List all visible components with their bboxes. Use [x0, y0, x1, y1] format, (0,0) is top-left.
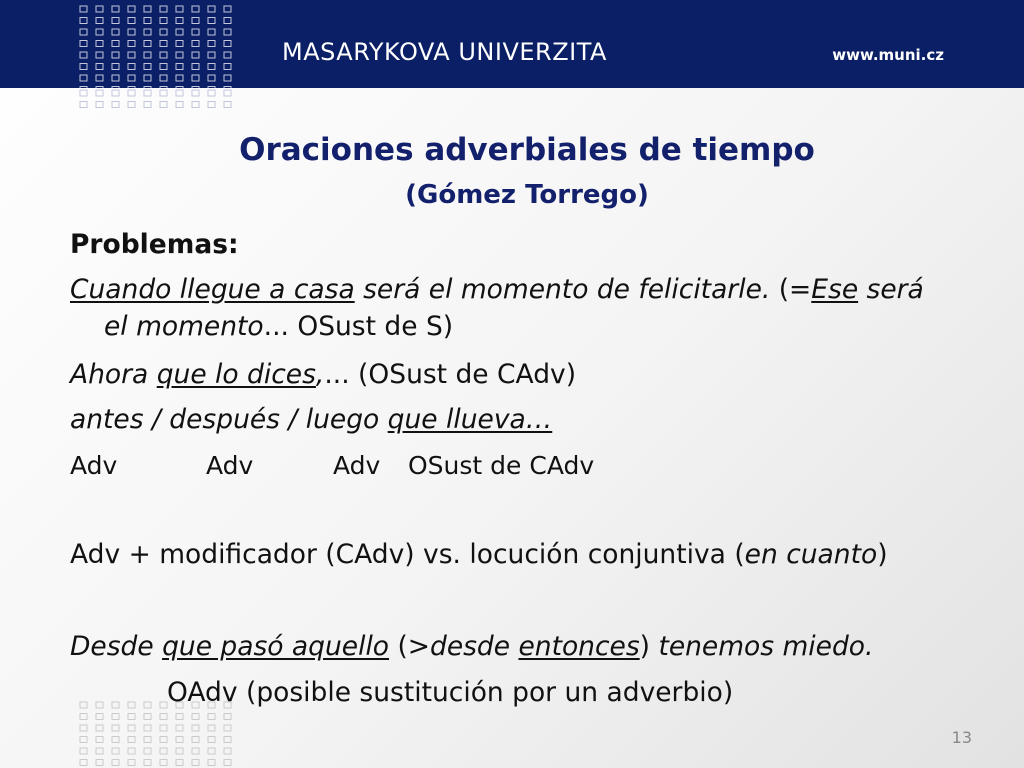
logo-dot: [96, 102, 103, 108]
example-3-adverbs: antes / después / luego: [70, 404, 388, 435]
logo-dot: [176, 737, 183, 743]
logo-dot: [224, 64, 231, 70]
logo-dot: [128, 748, 135, 754]
logo-dot: [112, 714, 119, 720]
logo-dot: [96, 64, 103, 70]
logo-dot: [160, 725, 167, 731]
logo-dot: [224, 725, 231, 731]
university-url: www.muni.cz: [832, 46, 944, 64]
logo-dot: [224, 702, 231, 708]
logo-dot: [128, 737, 135, 743]
example-line-1: [70, 274, 924, 305]
header-bar: [0, 0, 1024, 88]
logo-dot: [192, 18, 199, 24]
logo-dot: [112, 64, 119, 70]
logo-dot: [192, 737, 199, 743]
example-2-analysis: ... (OSust de CAdv): [324, 359, 577, 390]
logo-dot: [224, 41, 231, 47]
logo-dot: [160, 41, 167, 47]
logo-dot: [144, 714, 151, 720]
logo-dot: [192, 6, 199, 12]
slide-title: Oraciones adverbiales de tiempo: [239, 132, 815, 168]
logo-dot: [96, 725, 103, 731]
logo-dot: [192, 714, 199, 720]
adv-analysis-row: [70, 453, 670, 483]
logo-dot: [192, 760, 199, 766]
example-1-clause: Cuando llegue a casa: [70, 274, 355, 305]
dot-grid-top-overflow: [74, 88, 244, 110]
logo-dot: [96, 18, 103, 24]
logo-dot: [192, 64, 199, 70]
logo-dot: [160, 737, 167, 743]
logo-dot: [224, 748, 231, 754]
page-number: 13: [951, 728, 972, 747]
logo-dot: [144, 90, 151, 96]
logo-dot: [160, 760, 167, 766]
logo-dot: [192, 90, 199, 96]
logo-dot: [144, 29, 151, 35]
logo-dot: [80, 29, 87, 35]
logo-dot: [160, 64, 167, 70]
logo-dot: [176, 41, 183, 47]
example-1b-momento: el momento: [104, 311, 264, 342]
example-6-desde: Desde: [70, 631, 163, 662]
example-6-main: tenemos miedo.: [658, 631, 874, 662]
logo-dot: [176, 18, 183, 24]
logo-dot: [144, 760, 151, 766]
logo-dot: [112, 18, 119, 24]
logo-dot: [80, 6, 87, 12]
logo-dot: [112, 702, 119, 708]
logo-dot: [208, 748, 215, 754]
logo-dot: [80, 760, 87, 766]
logo-dot: [192, 102, 199, 108]
logo-dot: [160, 714, 167, 720]
logo-dot: [112, 29, 119, 35]
logo-dot: [192, 52, 199, 58]
example-2-comma: ,: [315, 359, 325, 390]
logo-dot: [224, 52, 231, 58]
logo-dot: [144, 41, 151, 47]
logo-dot: [144, 702, 151, 708]
logo-dot: [208, 737, 215, 743]
logo-dot: [208, 714, 215, 720]
logo-dot: [208, 64, 215, 70]
logo-dot: [80, 714, 87, 720]
logo-dot: [128, 6, 135, 12]
example-5-en-cuanto: en cuanto: [744, 539, 878, 570]
university-name: MASARYKOVA UNIVERZITA: [282, 38, 607, 66]
adv-label-3: Adv: [333, 451, 381, 480]
logo-dot: [160, 102, 167, 108]
logo-dot: [96, 760, 103, 766]
logo-dot: [208, 41, 215, 47]
logo-dot: [144, 64, 151, 70]
logo-dot: [80, 725, 87, 731]
logo-dot: [112, 52, 119, 58]
logo-dot: [192, 702, 199, 708]
logo-dot: [224, 90, 231, 96]
logo-dot: [96, 702, 103, 708]
osust-label: OSust de CAdv: [408, 451, 595, 480]
logo-dot: [96, 6, 103, 12]
logo-dot: [128, 760, 135, 766]
logo-dot: [208, 75, 215, 81]
logo-dot: [160, 52, 167, 58]
logo-dot: [144, 102, 151, 108]
logo-dot: [160, 748, 167, 754]
logo-dot: [80, 90, 87, 96]
logo-dot: [128, 725, 135, 731]
example-1b-analysis: ... OSust de S): [263, 311, 454, 342]
logo-dot: [128, 52, 135, 58]
example-6-desde2: desde: [430, 631, 519, 662]
logo-dot: [128, 75, 135, 81]
example-1-ese: Ese: [811, 274, 859, 305]
logo-dot: [160, 75, 167, 81]
logo-dot: [128, 41, 135, 47]
logo-dot: [128, 714, 135, 720]
logo-dot: [112, 737, 119, 743]
logo-dot: [176, 52, 183, 58]
logo-dot: [208, 6, 215, 12]
logo-dot: [144, 737, 151, 743]
logo-dot: [144, 18, 151, 24]
logo-dot: [80, 64, 87, 70]
logo-dot: [160, 6, 167, 12]
logo-dot: [224, 18, 231, 24]
example-2-clause: que lo dices: [156, 359, 316, 390]
logo-dot: [160, 702, 167, 708]
logo-dot: [176, 75, 183, 81]
logo-dot: [208, 725, 215, 731]
logo-dot: [112, 90, 119, 96]
logo-dot: [128, 702, 135, 708]
example-2-ahora: Ahora: [70, 359, 157, 390]
logo-dot: [80, 52, 87, 58]
example-5-text: Adv + modificador (CAdv) vs. locución conjuntiva (: [70, 539, 745, 570]
logo-dot: [160, 18, 167, 24]
logo-dot: [128, 29, 135, 35]
logo-dot: [96, 29, 103, 35]
logo-dot: [96, 41, 103, 47]
logo-dot: [208, 18, 215, 24]
example-6-paren: (>: [389, 631, 430, 662]
logo-dot: [96, 748, 103, 754]
logo-dot: [208, 102, 215, 108]
logo-dot: [80, 18, 87, 24]
logo-dot: [192, 41, 199, 47]
logo-dot: [176, 29, 183, 35]
logo-dot: [112, 102, 119, 108]
example-6-clause: que pasó aquello: [162, 631, 390, 662]
example-1-paren: (=: [770, 274, 812, 305]
logo-dot: [128, 64, 135, 70]
logo-dot: [144, 75, 151, 81]
logo-dot: [96, 52, 103, 58]
logo-dot: [176, 90, 183, 96]
problemas-label: Problemas:: [70, 229, 239, 260]
logo-dot: [144, 6, 151, 12]
logo-dot: [80, 748, 87, 754]
logo-dot: [192, 748, 199, 754]
logo-dot: [224, 29, 231, 35]
logo-dot: [176, 760, 183, 766]
logo-dot: [112, 6, 119, 12]
example-line-3: [70, 404, 553, 435]
logo-dot: [80, 102, 87, 108]
logo-dot: [80, 737, 87, 743]
logo-dot: [192, 75, 199, 81]
logo-dot: [80, 75, 87, 81]
logo-dot: [144, 748, 151, 754]
adv-label-2: Adv: [206, 451, 254, 480]
logo-dot: [176, 725, 183, 731]
logo-dot: [112, 725, 119, 731]
logo-dot: [192, 725, 199, 731]
example-line-7: OAdv (posible sustitución por un adverbio): [167, 677, 734, 708]
logo-dot: [208, 760, 215, 766]
example-6-entonces: entonces: [518, 631, 640, 662]
example-3-clause: que llueva…: [387, 404, 553, 435]
logo-dot: [192, 29, 199, 35]
logo-dot: [176, 748, 183, 754]
logo-dot: [96, 737, 103, 743]
logo-dot: [144, 52, 151, 58]
logo-dot: [224, 75, 231, 81]
example-1-sera: será: [858, 274, 924, 305]
logo-dot: [160, 90, 167, 96]
logo-dot: [96, 75, 103, 81]
logo-dot: [224, 760, 231, 766]
logo-dot: [224, 102, 231, 108]
example-1-main: será el momento de felicitarle.: [354, 274, 771, 305]
logo-dot: [112, 41, 119, 47]
logo-dot: [176, 64, 183, 70]
logo-dot: [128, 90, 135, 96]
logo-dot: [128, 102, 135, 108]
logo-dot: [208, 52, 215, 58]
logo-dot: [224, 6, 231, 12]
example-5-close: ): [877, 539, 888, 570]
logo-dot: [224, 714, 231, 720]
logo-dot: [176, 6, 183, 12]
example-6-close: ): [639, 631, 659, 662]
example-line-6: [70, 631, 874, 662]
adv-label-1: Adv: [70, 451, 118, 480]
logo-dot: [208, 29, 215, 35]
logo-dot: [96, 90, 103, 96]
dot-grid-bottom: [74, 692, 244, 768]
slide-subtitle: (Gómez Torrego): [405, 180, 649, 210]
logo-dot: [112, 748, 119, 754]
logo-dot: [160, 29, 167, 35]
logo-dot: [176, 102, 183, 108]
logo-dot: [112, 75, 119, 81]
logo-dot: [208, 90, 215, 96]
example-line-2: [70, 359, 577, 390]
logo-dot: [112, 760, 119, 766]
logo-dot: [144, 725, 151, 731]
example-line-5: [70, 539, 888, 570]
example-line-1b: [104, 311, 454, 342]
logo-dot: [128, 18, 135, 24]
logo-dot: [208, 702, 215, 708]
logo-dot: [96, 714, 103, 720]
logo-dot: [80, 702, 87, 708]
logo-dot: [176, 702, 183, 708]
logo-dot: [224, 737, 231, 743]
logo-dot: [80, 41, 87, 47]
logo-dot: [176, 714, 183, 720]
